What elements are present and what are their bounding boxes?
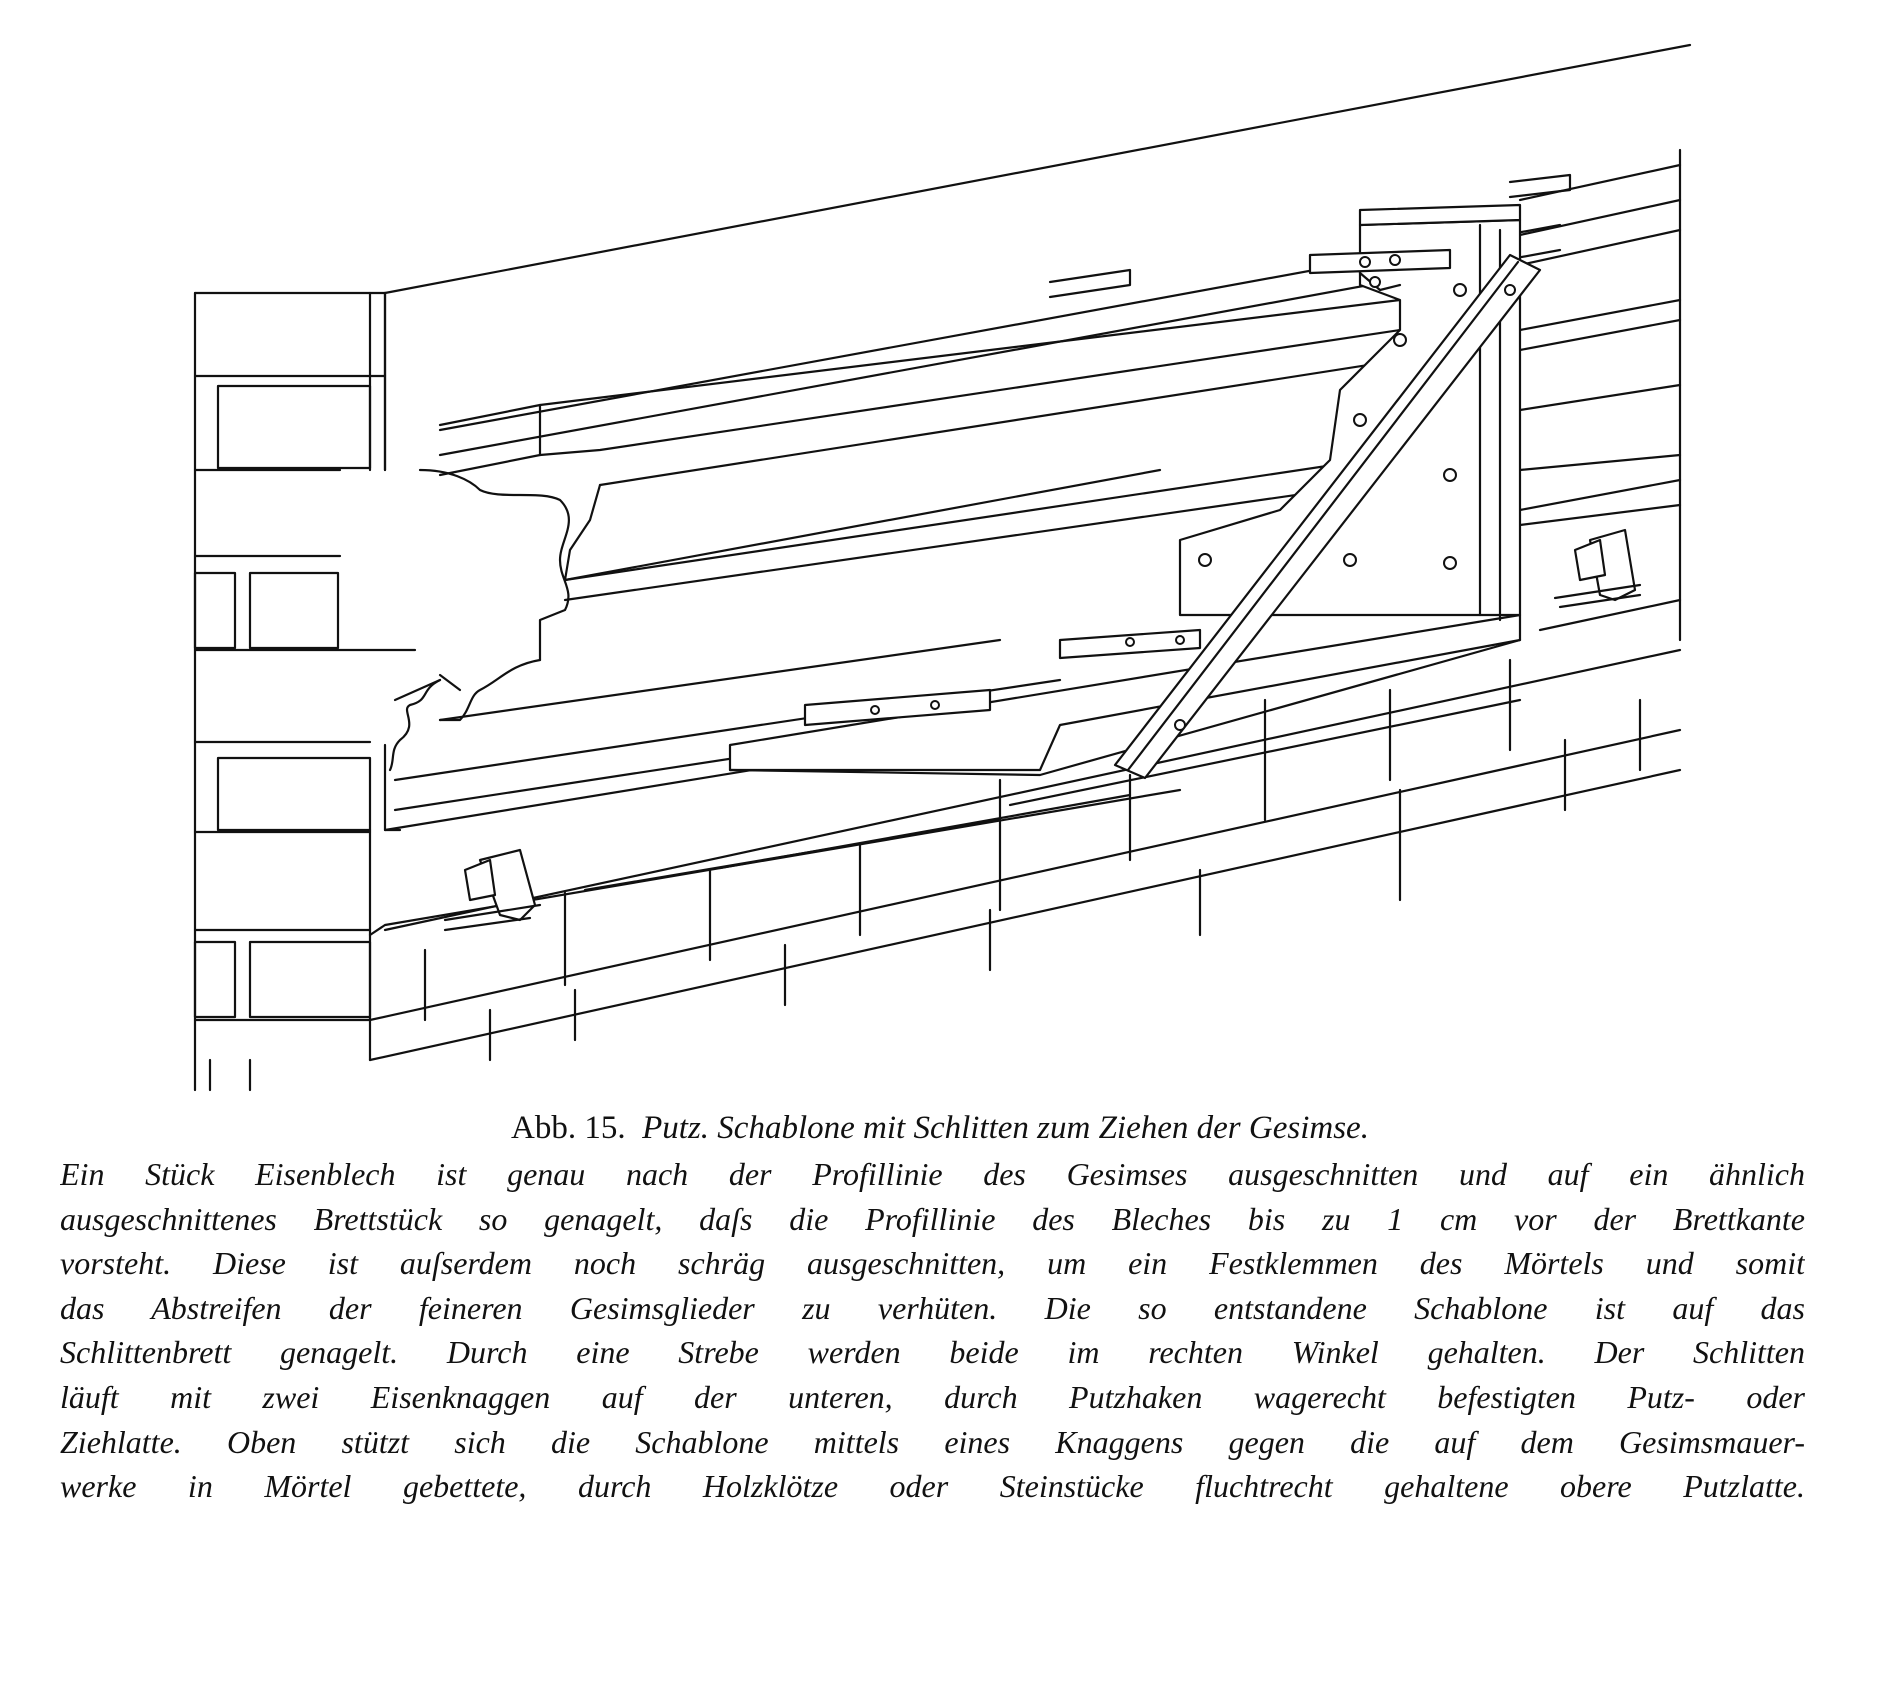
body-line: Ein Stück Eisenblech ist genau nach der Profillinie des Gesimses ausgeschnitten und auf ein ähnlich bbox=[60, 1156, 1805, 1192]
body-line: vorsteht. Diese ist auſserdem noch schräg ausgeschnitten, um ein Festklemmen des Mörtels und somit bbox=[60, 1245, 1805, 1282]
body-line: das Abstreifen der feineren Gesimsglieder zu verhüten. Die so entstandene Schablone ist auf das bbox=[60, 1289, 1805, 1326]
body-line: ausgeschnittenes Brettstück so genagelt, daſs die Profillinie des Bleches bis zu 1 cm vor der Brettkante bbox=[60, 1200, 1805, 1237]
lower-wall-bricks bbox=[370, 600, 1680, 1060]
left-wall-bricks bbox=[195, 293, 415, 1090]
body-line: läuft mit zwei Eisenknaggen auf der unteren, durch Putzhaken wagerecht befestigten Putz- oder bbox=[60, 1378, 1805, 1415]
body-line: Ziehlatte. Oben stützt sich die Schablone mittels eines Knaggens gegen die auf dem Gesimsmauer- bbox=[60, 1423, 1805, 1460]
caption-title: Putz. Schablone mit Schlitten zum Ziehen der Gesimse. bbox=[642, 1110, 1369, 1146]
body-line: werke in Mörtel gebettete, durch Holzklötze oder Steinstücke fluchtrecht gehaltene obere Putzlatte. bbox=[60, 1468, 1805, 1505]
figure-caption bbox=[0, 1108, 1880, 1148]
template-board bbox=[1180, 205, 1520, 620]
body-line: Schlittenbrett genagelt. Durch eine Strebe werden beide im rechten Winkel gehalten. Der Schlitten bbox=[60, 1334, 1805, 1371]
caption-label: Abb. 15. bbox=[511, 1110, 626, 1146]
caption-body bbox=[60, 1152, 1805, 1509]
